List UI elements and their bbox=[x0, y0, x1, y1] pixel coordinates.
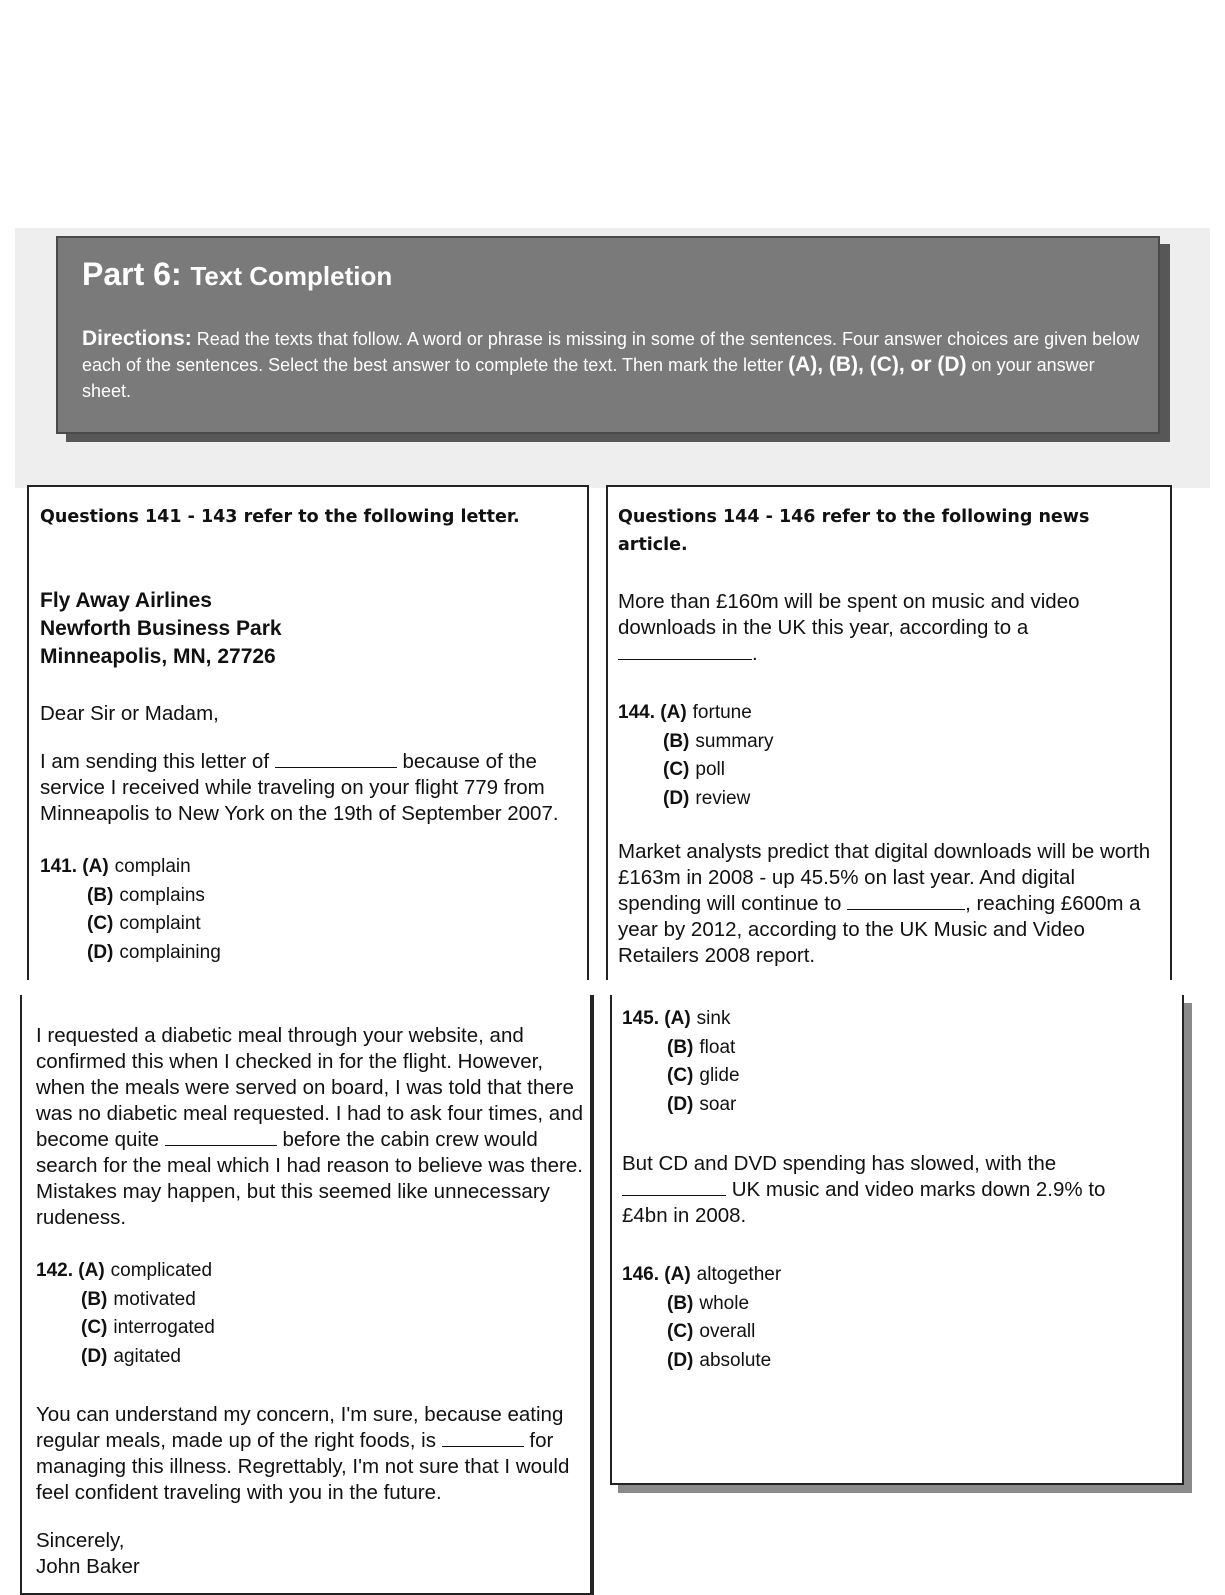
directions bbox=[82, 326, 1142, 404]
paragraph-text: I am sending this letter of bbox=[40, 750, 270, 773]
article-paragraph-3 bbox=[622, 1151, 1152, 1229]
question-141 bbox=[40, 853, 221, 967]
option-text[interactable]: fortune bbox=[692, 702, 752, 723]
part-title bbox=[82, 252, 1158, 298]
question-number: 142. bbox=[36, 1260, 73, 1281]
letter-paragraph-3 bbox=[36, 1402, 586, 1506]
option-label[interactable]: (C) bbox=[663, 759, 690, 780]
option-label[interactable]: (C) bbox=[667, 1321, 694, 1342]
option-text[interactable]: summary bbox=[695, 730, 774, 752]
letter-paragraph-1 bbox=[40, 749, 580, 827]
blank-143 bbox=[442, 1428, 524, 1447]
part-name: Text Completion bbox=[190, 261, 393, 291]
directions-end: on your answer sheet. bbox=[82, 355, 1095, 401]
letter-heading: Questions 141 - 143 refer to the following letter. bbox=[40, 507, 520, 527]
option-label[interactable]: (A) bbox=[664, 1008, 691, 1029]
option-text[interactable]: interrogated bbox=[113, 1317, 215, 1338]
option-text[interactable]: agitated bbox=[113, 1345, 182, 1367]
question-144 bbox=[618, 699, 774, 813]
question-number: 144. bbox=[618, 702, 655, 723]
article-heading: Questions 144 - 146 refer to the following news article. bbox=[618, 507, 1090, 555]
option-text[interactable]: absolute bbox=[699, 1349, 772, 1371]
option-text[interactable]: sink bbox=[696, 1008, 731, 1029]
blank-144 bbox=[618, 641, 752, 660]
letter-panel-top bbox=[27, 485, 589, 980]
paragraph-text: But CD and DVD spending has slowed, with the bbox=[622, 1152, 1057, 1175]
option-label[interactable]: (B) bbox=[87, 884, 114, 906]
directions-label: Directions: bbox=[82, 327, 192, 350]
paragraph-text: I requested a diabetic meal through your website, and confirmed this when I checked in for the flight. However, when the meals were served on board, I was told that there was no diabetic meal requested. I had to ask four times, and become quite bbox=[36, 1024, 583, 1151]
directions-letters: (A), (B), (C), or (D) bbox=[788, 353, 967, 376]
option-text[interactable]: overall bbox=[699, 1321, 756, 1342]
option-text[interactable]: whole bbox=[699, 1292, 750, 1314]
option-label[interactable]: (C) bbox=[87, 913, 114, 934]
part-header bbox=[56, 236, 1160, 434]
option-text[interactable]: complicated bbox=[110, 1260, 213, 1281]
option-text[interactable]: complaint bbox=[119, 913, 201, 934]
address-line: Fly Away Airlines bbox=[40, 589, 212, 612]
blank-142 bbox=[165, 1127, 277, 1146]
article-paragraph-1 bbox=[618, 589, 1138, 667]
question-145 bbox=[622, 1005, 740, 1119]
paragraph-text: You can understand my concern, I'm sure, because eating regular meals, made up of the right foods, is bbox=[36, 1403, 564, 1452]
paragraph-text: . bbox=[752, 642, 758, 665]
option-text[interactable]: glide bbox=[699, 1065, 740, 1086]
option-text[interactable]: poll bbox=[695, 759, 725, 780]
letter-panel-bottom bbox=[20, 995, 594, 1595]
letter-paragraph-2 bbox=[36, 1023, 586, 1231]
option-text[interactable]: float bbox=[699, 1036, 736, 1058]
option-label[interactable]: (D) bbox=[87, 941, 114, 963]
option-label[interactable]: (A) bbox=[664, 1264, 691, 1285]
question-142 bbox=[36, 1257, 215, 1371]
option-label[interactable]: (C) bbox=[81, 1317, 108, 1338]
option-label[interactable]: (D) bbox=[667, 1349, 694, 1371]
question-number: 145. bbox=[622, 1008, 659, 1029]
option-label[interactable]: (A) bbox=[82, 856, 109, 877]
salutation: Dear Sir or Madam, bbox=[40, 702, 219, 725]
paragraph-text: because of the service I received while traveling on your flight 779 from Minneapolis to New York on the 19th of September 2007. bbox=[40, 750, 559, 825]
paragraph-text: before the cabin crew would search for the meal which I had reason to believe was there. Mistakes may happen, but this seemed like unnecessary rudeness. bbox=[36, 1128, 583, 1229]
paragraph-text: Market analysts predict that digital downloads will be worth £163m in 2008 - up 45.5% on last year. And digital spending will continue to bbox=[618, 840, 1151, 915]
option-label[interactable]: (B) bbox=[667, 1036, 694, 1058]
paragraph-text: , reaching £600m a year by 2012, according to the UK Music and Video Retailers 2008 report. bbox=[618, 892, 1141, 967]
option-text[interactable]: complaining bbox=[119, 941, 221, 963]
option-label[interactable]: (A) bbox=[78, 1260, 105, 1281]
option-label[interactable]: (B) bbox=[663, 730, 690, 752]
option-text[interactable]: soar bbox=[699, 1093, 737, 1115]
address-line: Newforth Business Park bbox=[40, 617, 282, 640]
option-label[interactable]: (B) bbox=[81, 1288, 108, 1310]
closing: Sincerely, bbox=[36, 1529, 125, 1552]
blank-141 bbox=[275, 749, 397, 768]
option-label[interactable]: (A) bbox=[660, 702, 687, 723]
article-paragraph-2 bbox=[618, 839, 1163, 969]
directions-text: Read the texts that follow. A word or phrase is missing in some of the sentences. Four answer choices are given below each of the sentences. Select the best answer to complete the text. Then mark the letter bbox=[82, 329, 1140, 375]
article-panel-bottom bbox=[610, 995, 1184, 1485]
paragraph-text: UK music and video marks down 2.9% to £4bn in 2008. bbox=[622, 1178, 1106, 1227]
part-number: Part 6: bbox=[82, 256, 182, 292]
blank-146 bbox=[622, 1177, 726, 1196]
option-text[interactable]: complain bbox=[114, 856, 191, 877]
address-line: Minneapolis, MN, 27726 bbox=[40, 645, 276, 668]
option-label[interactable]: (D) bbox=[667, 1093, 694, 1115]
option-text[interactable]: review bbox=[695, 787, 751, 809]
option-label[interactable]: (B) bbox=[667, 1292, 694, 1314]
option-label[interactable]: (C) bbox=[667, 1065, 694, 1086]
question-number: 141. bbox=[40, 856, 77, 877]
paragraph-text: More than £160m will be spent on music and video downloads in the UK this year, according to a bbox=[618, 590, 1080, 639]
question-number: 146. bbox=[622, 1264, 659, 1285]
option-label[interactable]: (D) bbox=[81, 1345, 108, 1367]
question-146 bbox=[622, 1261, 781, 1375]
blank-145 bbox=[847, 891, 965, 910]
option-text[interactable]: complains bbox=[119, 884, 205, 906]
article-panel-top bbox=[606, 485, 1172, 980]
paragraph-text: for managing this illness. Regrettably, I'm not sure that I would feel confident traveling with you in the future. bbox=[36, 1429, 570, 1504]
option-text[interactable]: motivated bbox=[113, 1288, 196, 1310]
option-label[interactable]: (D) bbox=[663, 787, 690, 809]
option-text[interactable]: altogether bbox=[696, 1264, 782, 1285]
signature: John Baker bbox=[36, 1555, 140, 1578]
letter-address bbox=[40, 587, 560, 671]
